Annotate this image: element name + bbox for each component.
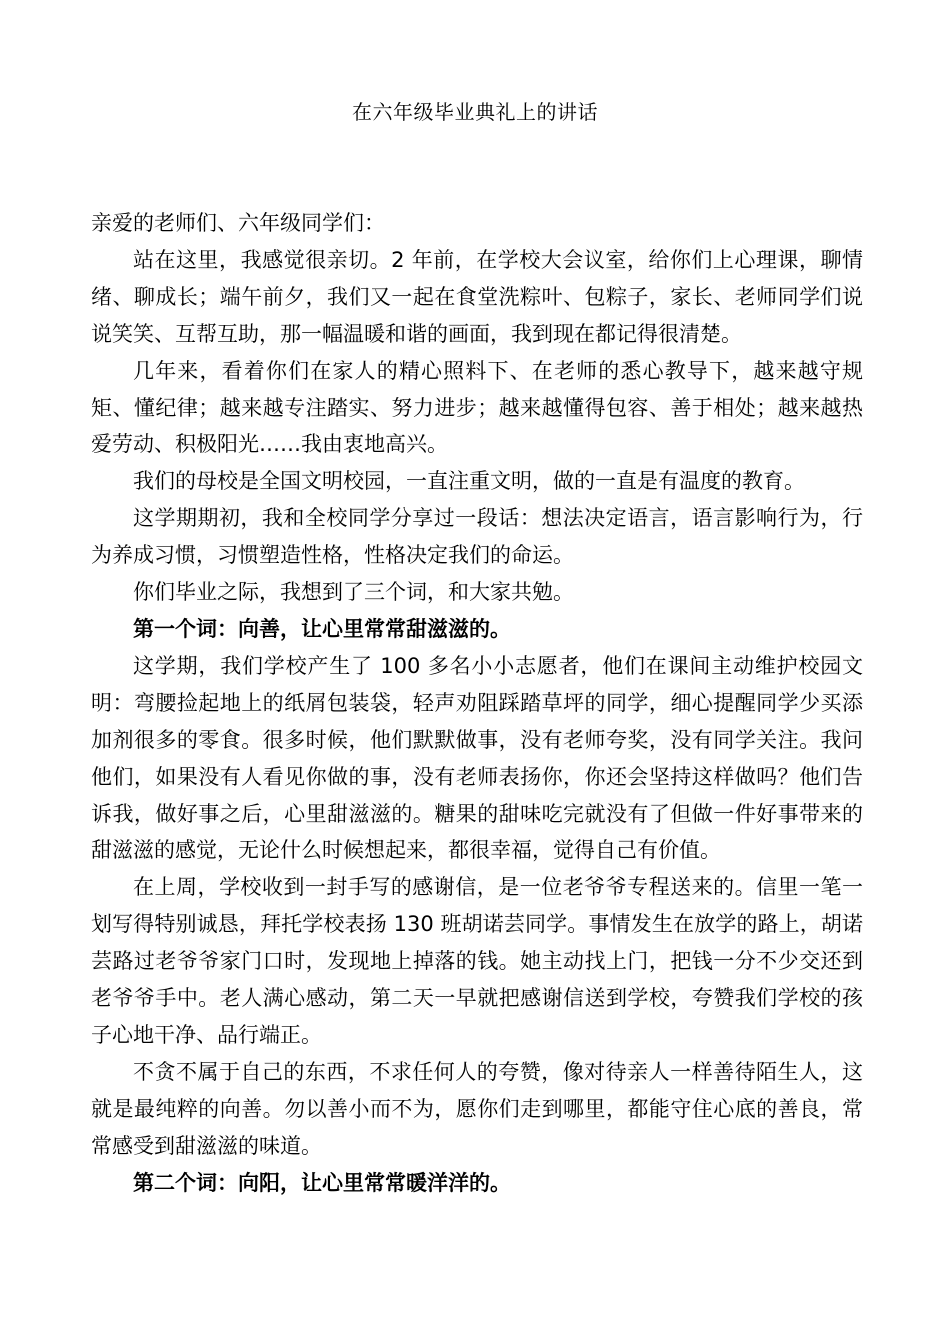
document-title: 在六年级毕业典礼上的讲话 <box>352 100 598 124</box>
paragraph: 你们毕业之际，我想到了三个词，和大家共勉。 <box>133 580 574 605</box>
salutation: 亲爱的老师们、六年级同学们： <box>91 211 385 235</box>
paragraph: 几年来，看着你们在家人的精心照料下、在老师的悉心教导下，越来越守规矩、懂纪律；越来越专注踏实、努力进步；越来越懂得包容、善于相处；越来越热爱劳动、积极阳光……我由衷地高兴。 <box>91 358 863 457</box>
paragraph: 站在这里，我感觉很亲切。2 年前，在学校大会议室，给你们上心理课，聊情绪、聊成长；端午前夕，我们又一起在食堂洗粽叶、包粽子，家长、老师同学们说说笑笑、互帮互助，那一幅温暖和谐的画面，我到现在都记得很清楚。 <box>91 247 863 346</box>
paragraph: 这学期期初，我和全校同学分享过一段话：想法决定语言，语言影响行为，行为养成习惯，习惯塑造性格，性格决定我们的命运。 <box>91 506 863 568</box>
section-heading: 第二个词：向阳，让心里常常暖洋洋的。 <box>133 1170 511 1195</box>
paragraph: 我们的母校是全国文明校园，一直注重文明，做的一直是有温度的教育。 <box>133 469 805 494</box>
paragraph: 在上周，学校收到一封手写的感谢信，是一位老爷爷专程送来的。信里一笔一划写得特别诚恳，拜托学校表扬 130 班胡诺芸同学。事情发生在放学的路上，胡诺芸路过老爷爷家门口时，发现地上掉落的钱。她主动找上门，把钱一分不少交还到老爷爷手中。老人满心感动，第二天一早就把感谢信送到学校，夸赞我们学校的孩子心地干净、品行端正。 <box>91 875 863 1047</box>
paragraph: 不贪不属于自己的东西，不求任何人的夸赞，像对待亲人一样善待陌生人，这就是最纯粹的向善。勿以善小而不为，愿你们走到哪里，都能守住心底的善良，常常感受到甜滋滋的味道。 <box>91 1059 863 1158</box>
section-heading: 第一个词：向善，让心里常常甜滋滋的。 <box>133 616 511 641</box>
document-body <box>91 205 863 1201</box>
paragraph: 这学期，我们学校产生了 100 多名小小志愿者，他们在课间主动维护校园文明：弯腰捡起地上的纸屑包装袋，轻声劝阻踩踏草坪的同学，细心提醒同学少买添加剂很多的零食。很多时候，他们默默做事，没有老师夸奖，没有同学关注。我问他们，如果没有人看见你做的事，没有老师表扬你，你还会坚持这样做吗？他们告诉我，做好事之后，心里甜滋滋的。糖果的甜味吃完就没有了但做一件好事带来的甜滋滋的感觉，无论什么时候想起来，都很幸福，觉得自己有价值。 <box>91 653 863 863</box>
